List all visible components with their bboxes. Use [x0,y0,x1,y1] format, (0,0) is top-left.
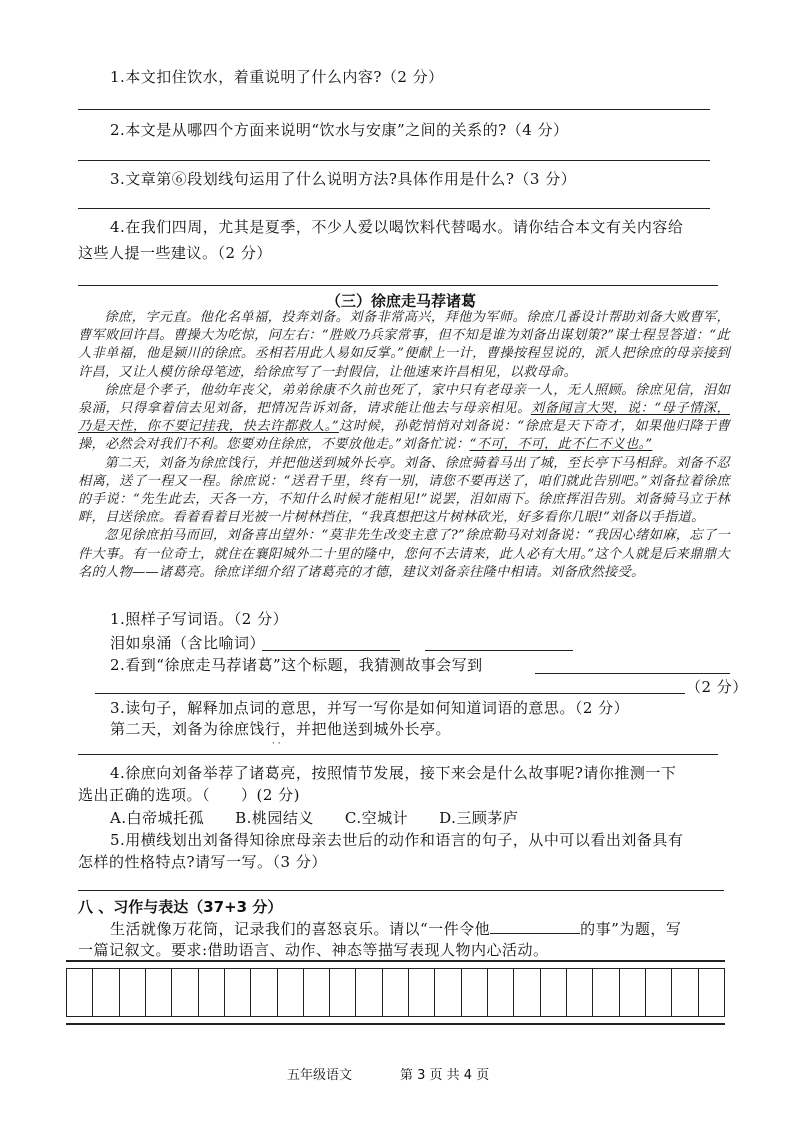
writing-grid-cell[interactable] [671,969,697,1016]
writing-grid-cell[interactable] [540,969,566,1016]
word-blank-2[interactable] [425,650,573,651]
writing-grid-cell[interactable] [566,969,592,1016]
writing-grid-cell[interactable] [303,969,329,1016]
section-8-title: 八 、习作与表达（37+3 分） [78,898,283,916]
essay-prompt-line-1 [110,918,681,940]
footer-page-number: 第 3 页 共 4 页 [400,1068,490,1083]
answer-options: A.白帝城托孤 B.桃园结义 C.空城计 D.三顾茅庐 [110,809,519,827]
section-3-question-5-line-2: 怎样的性格特点?请写一写。（3 分） [78,853,327,871]
passage [78,309,730,582]
passage-paragraph-2 [78,382,730,455]
writing-grid-cell[interactable] [198,969,224,1016]
writing-grid-cell[interactable] [277,969,303,1016]
prompt-text: 生活就像万花筒，记录我们的喜怒哀乐。请以“一件令他 [110,920,491,938]
writing-grid-cell[interactable] [329,969,355,1016]
section-3-question-1: 1.照样子写词语。（2 分） [110,610,289,628]
writing-grid[interactable] [66,960,725,1025]
section-3-title: （三）徐庶走马荐诸葛 [326,292,477,310]
example-word: 泪如泉涌（含比喻词） [110,634,266,652]
passage-paragraph-3: 第二天，刘备为徐庶饯行，并把他送到城外长亭。刘备、徐庶骑着马出了城，至长亭下马相辞。刘备不忍相离，送了一程又一程。徐庶说：“送君千里，终有一别，请您不要再送了，咱们就此告别吧。”刘备拉着徐庶的手说：“先生此去，天各一方，不知什么时候才能相见!”说罢，泪如雨下。徐庶挥泪告别。刘备骑马立于林畔，目送徐庶。看着看着目光被一片树林挡住，“我真想把这片树林砍光，好多看你几眼!”刘备以手指道。 [78,455,730,526]
writing-grid-cell[interactable] [250,969,276,1016]
section-3-question-4-line-2: 选出正确的选项。（ ）(2 分) [78,786,301,804]
writing-grid-cell[interactable] [224,969,250,1016]
underlined-sentence: 刘备闻言大哭，说：“母子情深，乃是天性，你不要记挂我，快去许都救人。” [78,401,730,435]
writing-grid-cell[interactable] [382,969,408,1016]
question-1: 1.本文扣住饮水，着重说明了什么内容?（2 分） [110,68,444,86]
answer-blank[interactable] [535,673,730,674]
writing-grid-cell[interactable] [619,969,645,1016]
passage-text: 徐庶是个孝子，他幼年丧父，弟弟徐康不久前也死了，家中只有老母亲一人，无人照顾。徐庶见信，泪如泉涌，只得拿着信去见刘备，把情况告诉刘备，请求能让他去与母亲相见。 [78,382,730,417]
underlined-sentence: “不可，不可，此不仁不义也。” [469,437,653,453]
footer-subject: 五年级语文 [287,1068,353,1083]
emphasis-dots: · · [272,739,281,749]
section-3-question-2: 2.看到“徐庶走马荐诸葛”这个标题，我猜测故事会写到 [110,656,483,674]
writing-grid-cell[interactable] [66,969,92,1016]
writing-grid-cell[interactable] [434,969,460,1016]
writing-grid-cell[interactable] [145,969,171,1016]
writing-grid-cell[interactable] [698,969,725,1016]
writing-grid-cell[interactable] [408,969,434,1016]
question-2: 2.本文是从哪四个方面来说明“饮水与安康”之间的关系的?（4 分） [110,121,569,139]
answer-line[interactable] [78,285,718,286]
section-3-question-4-line-1: 4.徐庶向刘备举荐了诸葛亮，按照情节发展，接下来会是什么故事呢?请你推测一下 [110,764,677,782]
question-3: 3.文章第⑥段划线句运用了什么说明方法?具体作用是什么?（3 分） [110,170,577,188]
title-blank[interactable] [490,918,580,934]
writing-grid-cell[interactable] [355,969,381,1016]
writing-grid-cell[interactable] [513,969,539,1016]
writing-grid-cell[interactable] [171,969,197,1016]
writing-grid-cell[interactable] [487,969,513,1016]
section-3-question-3: 3.读句子，解释加点词的意思，并写一写你是如何知道词语的意思。（2 分） [110,699,630,717]
passage-paragraph-4: 忽见徐庶拍马而回，刘备喜出望外：“莫非先生改变主意了?”徐庶勒马对刘备说：“我因心绪如麻，忘了一件大事。有一位奇士，就住在襄阳城外二十里的隆中，您何不去请来，此人必有大用。”这个人就是后来鼎鼎大名的人物——诸葛亮。徐庶详细介绍了诸葛亮的才德，建议刘备亲往隆中相请。刘备欣然接受。 [78,528,730,580]
answer-line[interactable] [78,890,724,891]
question-4-line-2: 这些人提一些建议。（2 分） [78,244,272,262]
writing-grid-cell[interactable] [461,969,487,1016]
answer-line[interactable] [78,754,718,755]
answer-line[interactable] [78,160,710,161]
writing-grid-cell[interactable] [592,969,618,1016]
passage-text: 这时候，孙乾悄悄对刘备说：“徐庶是天下奇才，如果他归降于曹操，必然会对我们不利。您要劝住徐庶，不要放他走。”刘备忙说： [78,419,730,453]
score-label: （2 分） [686,678,748,696]
writing-grid-row[interactable] [66,968,725,1017]
writing-grid-cell[interactable] [119,969,145,1016]
word-blank-1[interactable] [262,650,400,651]
writing-grid-cell[interactable] [645,969,671,1016]
quoted-sentence: 第二天，刘备为徐庶饯行，并把他送到城外长亭。 [110,720,452,738]
answer-line[interactable] [78,208,710,209]
answer-line[interactable] [95,693,685,694]
answer-line[interactable] [78,109,710,110]
section-3-question-5-line-1: 5.用横线划出刘备得知徐庶母亲去世后的动作和语言的句子，从中可以看出刘备具有 [110,831,684,849]
essay-prompt-line-2: 一篇记叙文。要求:借助语言、动作、神态等描写表现人物内心活动。 [78,941,549,959]
passage-paragraph-1: 徐庶，字元直。他化名单福，投奔刘备。刘备非常高兴，拜他为军师。徐庶几番设计帮助刘备大败曹军，曹军败回许昌。曹操大为吃惊，问左右：“胜败乃兵家常事，但不知是谁为刘备出谋划策?”谋士程昱答道：“此人非单福，他是颍川的徐庶。丞相若用此人易如反掌。”便献上一计，曹操按程昱说的，派人把徐庶的母亲接到许昌，又让人模仿徐母笔迹，给徐庶写了一封假信，让他速来许昌相见，以救母命。 [78,310,730,380]
writing-grid-cell[interactable] [92,969,118,1016]
prompt-text: 的事”为题，写 [580,920,682,938]
question-4-line-1: 4.在我们四周，尤其是夏季，不少人爱以喝饮料代替喝水。请你结合本文有关内容给 [110,218,684,236]
